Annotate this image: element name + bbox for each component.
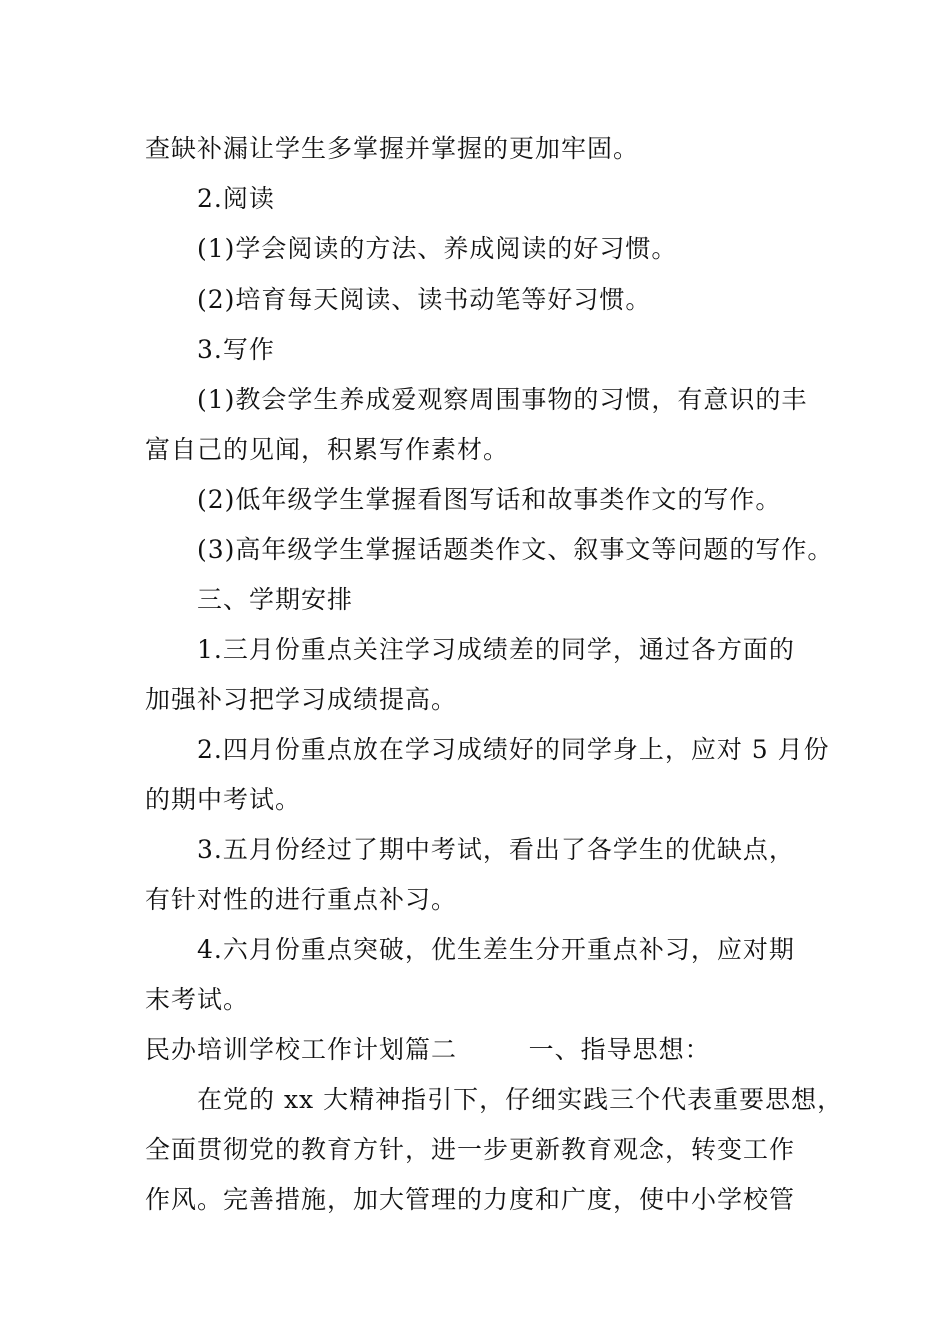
text-line-11: 1.三月份重点关注学习成绩差的同学，通过各方面的 <box>197 635 795 664</box>
text-line-21: 全面贯彻党的教育方针，进一步更新教育观念，转变工作 <box>145 1135 796 1164</box>
heading-semester-schedule: 三、学期安排 <box>197 585 354 614</box>
text-line-3: (1)学会阅读的方法、养成阅读的好习惯。 <box>197 234 678 263</box>
text-line-16: 有针对性的进行重点补习。 <box>145 885 458 914</box>
text-line-8: (2)低年级学生掌握看图写话和故事类作文的写作。 <box>197 485 782 514</box>
text-line-18: 末考试。 <box>145 985 250 1014</box>
section-title-part-two: 民办培训学校工作计划篇二 一、指导思想： <box>145 1035 711 1064</box>
text-line-15: 3.五月份经过了期中考试，看出了各学生的优缺点， <box>197 835 795 864</box>
heading-reading: 2.阅读 <box>197 184 275 213</box>
text-line-7: 富自己的见闻，积累写作素材。 <box>145 435 510 464</box>
text-line-6: (1)教会学生养成爱观察周围事物的习惯，有意识的丰 <box>197 385 808 414</box>
text-line-1: 查缺补漏让学生多掌握并掌握的更加牢固。 <box>145 134 640 163</box>
text-line-4: (2)培育每天阅读、读书动笔等好习惯。 <box>197 285 652 314</box>
text-line-22: 作风。完善措施，加大管理的力度和广度，使中小学校管 <box>145 1185 796 1214</box>
heading-writing: 3.写作 <box>197 335 275 364</box>
text-line-14: 的期中考试。 <box>145 785 302 814</box>
text-line-9: (3)高年级学生掌握话题类作文、叙事文等问题的写作。 <box>197 535 834 564</box>
text-line-20: 在党的 xx 大精神指引下，仔细实践三个代表重要思想， <box>197 1085 844 1114</box>
text-line-17: 4.六月份重点突破，优生差生分开重点补习，应对期 <box>197 935 795 964</box>
text-line-13: 2.四月份重点放在学习成绩好的同学身上，应对 5 月份 <box>197 735 830 764</box>
text-line-12: 加强补习把学习成绩提高。 <box>145 685 458 714</box>
